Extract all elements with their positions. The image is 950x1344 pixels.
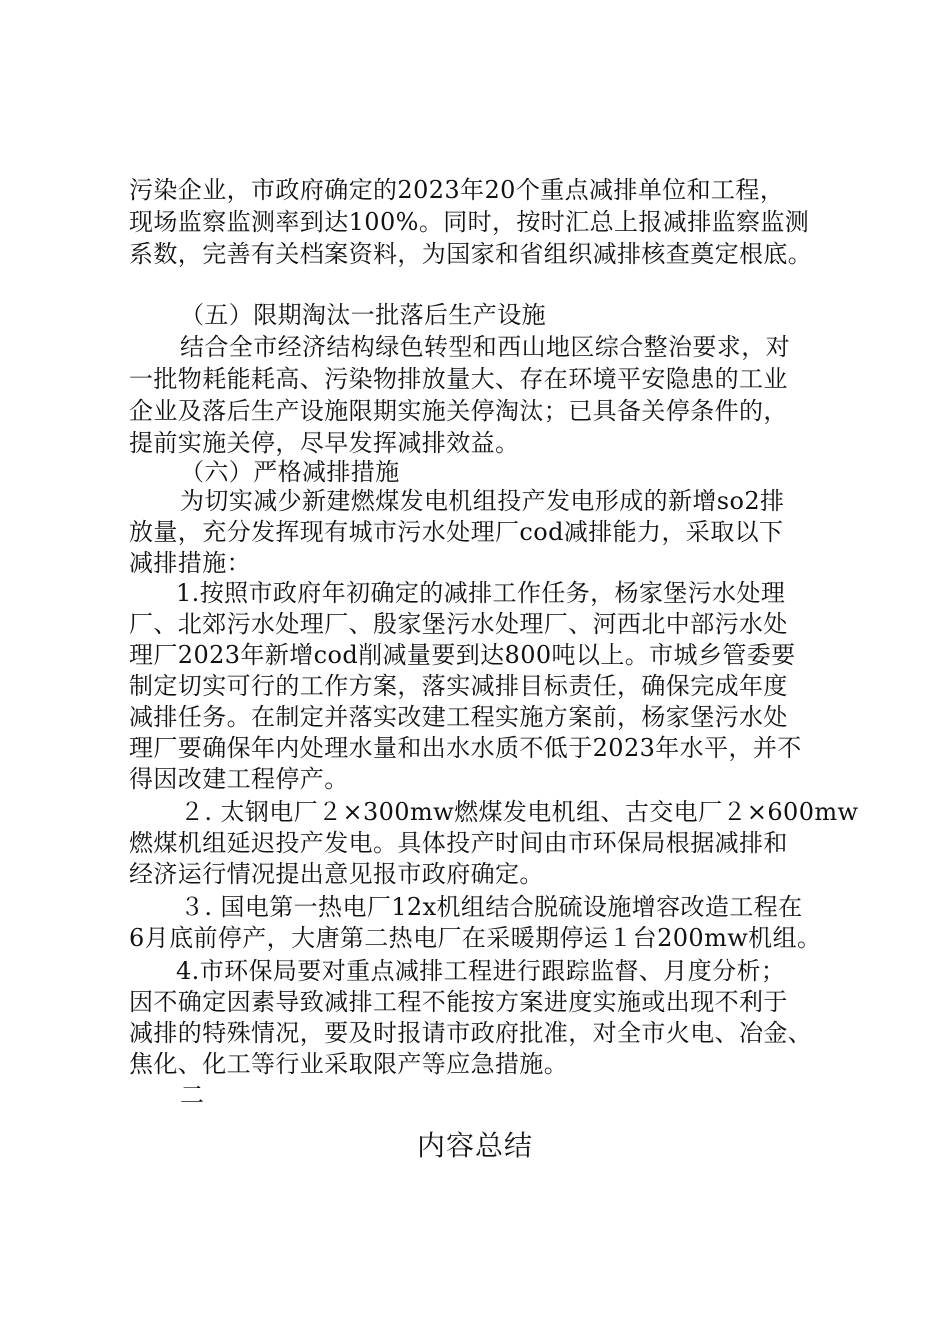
text-line: 提前实施关停，尽早发挥减排效益。 [129,429,520,457]
text-line: 企业及落后生产设施限期实施关停淘汰；已具备关停条件的， [129,397,788,425]
text-line: 一批物耗能耗高、污染物排放量大、存在环境平安隐患的工业 [129,365,788,393]
list-item: 1.按照市政府年初确定的减排工作任务，杨家堡污水处理 [176,579,786,607]
text-line: 污染企业，市政府确定的2023年20个重点减排单位和工程， [129,176,785,204]
text-line: 厂、北郊污水处理厂、殷家堡污水处理厂、河西北中部污水处 [129,610,788,638]
text-line: 放量，充分发挥现有城市污水处理厂cod减排能力，采取以下 [129,518,784,546]
text-line: 现场监察监测率到达100%。同时，按时汇总上报减排监察监测 [129,208,810,236]
list-item: ３. 国电第一热电厂12x机组结合脱硫设施增容改造工程在 [180,893,803,921]
list-item: 4.市环保局要对重点减排工程进行跟踪监督、月度分析； [176,957,786,985]
summary-title: 内容总结 [416,1129,533,1162]
section-heading: （六）严格减排措施 [180,458,400,486]
text-line: 减排措施： [129,549,251,577]
text-line: 为切实减少新建燃煤发电机组投产发电形成的新增so2排 [180,487,785,515]
text-line: 减排的特殊情况，要及时报请市政府批准，对全市火电、冶金、 [129,1019,813,1047]
text-line: 焦化、化工等行业采取限产等应急措施。 [129,1050,569,1078]
text-line: 6月底前停产，大唐第二热电厂在采暖期停运１台200mw机组。 [129,924,822,952]
text-line: 理厂要确保年内处理水量和出水水质不低于2023年水平，并不 [129,734,802,762]
text-line: 二 [180,1081,205,1109]
text-line: 燃煤机组延迟投产发电。具体投产时间由市环保局根据减排和 [129,829,788,857]
list-item: ２. 太钢电厂２×300mw燃煤发电机组、古交电厂２×600mw [180,798,859,826]
text-line: 系数，完善有关档案资料，为国家和省组织减排核查奠定根底。 [129,240,813,268]
text-line: 经济运行情况提出意见报市政府确定。 [129,860,544,888]
text-line: 结合全市经济结构绿色转型和西山地区综合整治要求，对 [180,333,790,361]
text-line: 制定切实可行的工作方案，落实减排目标责任，确保完成年度 [129,672,788,700]
text-line: 减排任务。在制定并落实改建工程实施方案前，杨家堡污水处 [129,703,788,731]
text-line: 理厂2023年新增cod削减量要到达800吨以上。市城乡管委要 [129,641,796,669]
section-heading: （五）限期淘汰一批落后生产设施 [180,301,546,329]
text-line: 得因改建工程停产。 [129,765,349,793]
text-line: 因不确定因素导致减排工程不能按方案进度实施或出现不利于 [129,988,788,1016]
